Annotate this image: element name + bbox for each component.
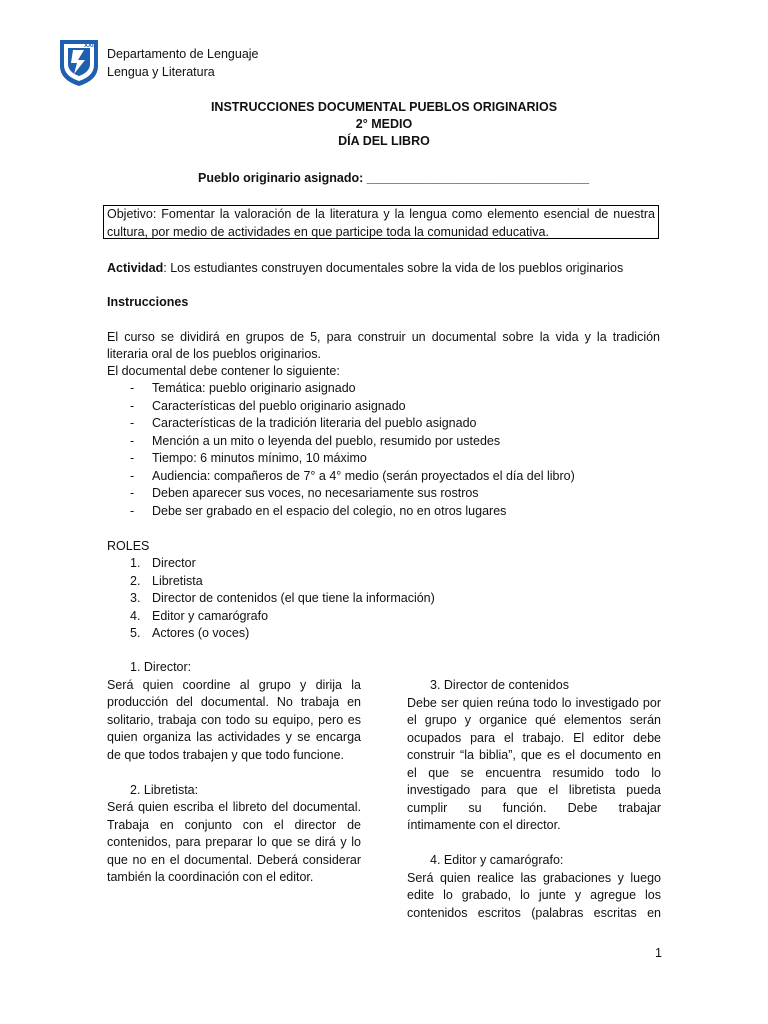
role-description-line: Trabaja en conjunto con el director de bbox=[107, 817, 361, 832]
list-bullet: - bbox=[130, 486, 135, 500]
page-number: 1 bbox=[655, 946, 662, 960]
activity-paragraph bbox=[107, 260, 660, 278]
list-bullet: - bbox=[130, 381, 135, 395]
instructions-paragraph-line: El curso se dividirá en grupos de 5, para construir un documental sobre la vida y la tradición bbox=[107, 330, 660, 344]
list-item: Deben aparecer sus voces, no necesariamente sus rostros bbox=[152, 486, 479, 500]
role-description-line: solitario, trabaja con todo su equipo, pero es bbox=[107, 712, 361, 727]
role-description-line: contenidos, para preparar lo que se dirá y lo bbox=[107, 835, 361, 849]
document-title: INSTRUCCIONES DOCUMENTAL PUEBLOS ORIGINARIOS bbox=[210, 100, 558, 114]
role-item: Editor y camarógrafo bbox=[152, 609, 269, 623]
objective-box bbox=[103, 205, 659, 239]
list-item: Temática: pueblo originario asignado bbox=[152, 381, 356, 395]
activity-text: : Los estudiantes construyen documentales sobre la vida de los pueblos originarios bbox=[163, 261, 624, 275]
role-description-line: quien organiza las actividades y se encarga bbox=[107, 730, 361, 744]
list-bullet: - bbox=[130, 469, 135, 483]
role-description-line: Será quien coordine al grupo y dirija la bbox=[107, 677, 361, 692]
role-description-line: Debe ser quien reúna todo lo investigado por bbox=[407, 695, 661, 710]
role-item: Director bbox=[152, 556, 196, 570]
list-number: 3. bbox=[130, 591, 141, 605]
role-item: Director de contenidos (el que tiene la información) bbox=[152, 591, 435, 605]
role-description-line: producción del documental. No trabaja en bbox=[107, 695, 361, 709]
objective-line: cultura, por medio de actividades en que participe toda la comunidad educativa. bbox=[107, 224, 549, 239]
role-description-line: de que todos trabajen y que todo funcione. bbox=[107, 747, 344, 762]
role-description-line: Será quien realice las grabaciones y luego bbox=[407, 870, 661, 885]
role-description-line: el que se encuentra resumido todo lo bbox=[407, 765, 661, 780]
role-description-title: 3. Director de contenidos bbox=[430, 678, 569, 692]
role-description-line: íntimamente con el director. bbox=[407, 818, 561, 832]
department-header bbox=[107, 45, 259, 81]
role-description-line: Será quien escriba el libreto del documental. bbox=[107, 800, 361, 814]
role-description-line: también la coordinación con el editor. bbox=[107, 870, 314, 884]
department-subname: Lengua y Literatura bbox=[107, 65, 215, 79]
objective-line: Objetivo: Fomentar la valoración de la literatura y la lengua como elemento esencial de nuestra bbox=[107, 207, 655, 221]
role-description-line: contenidos escritos (palabras escritas en bbox=[407, 905, 661, 920]
role-description-title: 1. Director: bbox=[130, 660, 192, 674]
list-number: 2. bbox=[130, 574, 141, 588]
logo-text: XXIII bbox=[84, 43, 98, 49]
list-bullet: - bbox=[130, 451, 135, 465]
list-item: Características de la tradición literaria del pueblo asignado bbox=[152, 416, 477, 430]
role-description-title: 2. Libretista: bbox=[130, 782, 199, 797]
list-number: 5. bbox=[130, 626, 141, 640]
list-item: Debe ser grabado en el espacio del colegio, no en otros lugares bbox=[152, 504, 507, 518]
roles-heading: ROLES bbox=[107, 539, 150, 553]
list-bullet: - bbox=[130, 399, 135, 413]
list-bullet: - bbox=[130, 434, 135, 448]
activity-label: Actividad bbox=[107, 261, 164, 275]
list-bullet: - bbox=[130, 504, 135, 518]
instructions-contents-intro: El documental debe contener lo siguiente: bbox=[107, 364, 340, 378]
list-number: 1. bbox=[130, 556, 141, 570]
document-subtitle: DÍA DEL LIBRO bbox=[338, 134, 430, 148]
document-grade: 2° MEDIO bbox=[355, 117, 413, 131]
instructions-heading: Instrucciones bbox=[107, 295, 189, 309]
list-item: Tiempo: 6 minutos mínimo, 10 máximo bbox=[152, 451, 367, 465]
role-description-line: el grupo y organice qué elementos serán bbox=[407, 713, 661, 727]
role-description-line: cumplir su función. Debe trabajar bbox=[407, 800, 661, 815]
role-description-line: ocupados para el trabajo. El editor debe bbox=[407, 730, 661, 745]
department-name: Departamento de Lenguaje bbox=[107, 47, 259, 61]
role-description-line: edite lo grabado, lo junte y agregue los bbox=[407, 888, 661, 902]
role-description-line: construir “la biblia”, que es el documento en bbox=[407, 748, 661, 762]
left-column bbox=[107, 659, 361, 887]
assigned-people-field bbox=[198, 170, 589, 188]
list-bullet: - bbox=[130, 416, 135, 430]
role-item: Libretista bbox=[152, 574, 203, 588]
role-description-title: 4. Editor y camarógrafo: bbox=[430, 853, 564, 867]
list-item: Audiencia: compañeros de 7° a 4° medio (serán proyectados el día del libro) bbox=[152, 469, 575, 483]
list-item: Características del pueblo originario asignado bbox=[152, 399, 406, 413]
instructions-paragraph-line: literaria oral de los pueblos originarios. bbox=[107, 347, 322, 361]
list-number: 4. bbox=[130, 609, 141, 623]
role-description-line: investigado para que el libretista pueda bbox=[407, 783, 661, 797]
right-column bbox=[407, 677, 661, 922]
list-item: Mención a un mito o leyenda del pueblo, resumido por ustedes bbox=[152, 434, 501, 448]
role-description-line: que no en el documental. Deberá considerar bbox=[107, 852, 361, 867]
role-item: Actores (o voces) bbox=[152, 626, 250, 640]
school-logo-icon bbox=[58, 38, 100, 88]
assigned-people-label: Pueblo originario asignado: bbox=[198, 171, 364, 185]
assigned-people-blank: ________________________________ bbox=[366, 171, 590, 185]
